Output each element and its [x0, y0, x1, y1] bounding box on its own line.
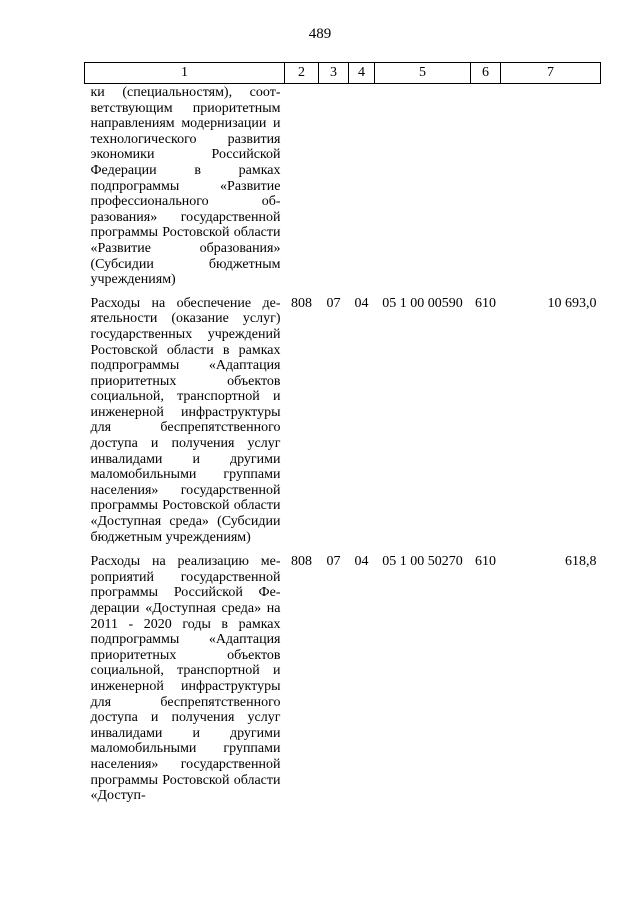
- table-row-continuation: [85, 84, 601, 296]
- header-row: [85, 63, 601, 84]
- header-col-4: 4: [349, 63, 375, 84]
- row-expense-type: 610: [475, 554, 496, 570]
- row-section: 07: [326, 295, 341, 311]
- continuation-description: ки (специальностям), соответствующим приоритетным направлениям модернизации и технологического развития экономики Российской Федерации в рамках подпрограммы «Развитие профессионального образования» государственной программы Ростовской области «Развитие образования» (Субсидии бюджетным учреждениям): [90, 85, 281, 288]
- header-col-3: 3: [319, 63, 349, 84]
- table-row: [85, 296, 601, 555]
- row-expense-type: 610: [475, 295, 496, 311]
- header-col-1: 1: [85, 63, 285, 84]
- budget-table: [84, 62, 601, 813]
- header-col-5: 5: [375, 63, 471, 84]
- row-description: Расходы на обеспечение деятельности (оказание услуг) государственных учреждений Ростовской области в рамках подпрограммы «Адаптация приоритетных объектов социальной, транспортной и инженерной инфраструктуры для беспрепятственного доступа и получения услуг инвалидами и другими маломобильными группами населения» государственной программы Ростовской области «Доступная среда» (Субсидии бюджетным учреждениям): [90, 295, 281, 545]
- row-amount: 10 693,0: [547, 295, 597, 311]
- header-col-6: 6: [471, 63, 501, 84]
- row-ministry-code: 808: [291, 554, 312, 570]
- page-number: 489: [308, 26, 332, 42]
- row-amount: 618,8: [565, 554, 597, 570]
- row-ministry-code: 808: [291, 295, 312, 311]
- row-description: Расходы на реализацию мероприятий государственной программы Российской Федерации «Доступная среда» на 2011 - 2020 годы в рамках подпрограммы «Адаптация приоритетных объектов социальной, транспортной и инженерной инфраструктуры для беспрепятственного доступа и получения услуг инвалидами и другими маломобильными группами населения» государственной программы Ростовской области «Доступ-: [90, 554, 281, 804]
- row-subsection: 04: [354, 554, 369, 570]
- header-col-2: 2: [285, 63, 319, 84]
- table-row: [85, 554, 601, 813]
- row-target-article: 05 1 00 00590: [382, 295, 463, 311]
- header-col-7: 7: [501, 63, 601, 84]
- row-target-article: 05 1 00 50270: [382, 554, 463, 570]
- row-section: 07: [326, 554, 341, 570]
- row-subsection: 04: [354, 295, 369, 311]
